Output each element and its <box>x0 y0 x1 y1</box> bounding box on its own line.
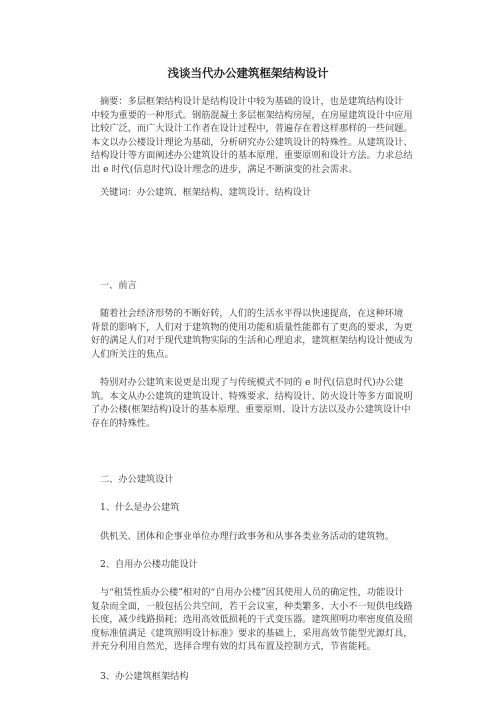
abstract-line: 比较广泛，而广大设计工作者在设计过程中，普遍存在着这样那样的一些问题。 <box>91 123 413 135</box>
keywords-line: 关键词：办公建筑、框架结构、建筑设计、结构设计 <box>100 187 312 198</box>
subsection-heading-function-design: 2、自用办公楼功能设计 <box>100 559 198 570</box>
paragraph-line: 特别对办公建筑来说更是出现了与传统模式不同的 e 时代(信息时代)办公建 <box>100 377 404 388</box>
paragraph-line: 好的满足人们对于现代建筑物实际的生活和心理追求，建筑框架结构设计便成为 <box>91 335 413 347</box>
subsection-text-definition: 供机关、团体和企事业单位办理行政事务和从事各类业务活动的建筑物。 <box>100 531 394 542</box>
function-design-paragraph <box>91 586 426 654</box>
section-heading-office-design: 二、办公建筑设计 <box>100 474 174 485</box>
abstract-line: 中较为重要的一种形式。钢筋混凝土多层框架结构房屋，在房屋建筑设计中应用 <box>91 109 413 121</box>
paragraph-line: 度标准值满足《建筑照明设计标准》要求的基础上，采用高效节能型光源灯具， <box>91 627 413 639</box>
section-heading-introduction: 一、前言 <box>100 280 137 291</box>
paragraph-line: 长度，减少线路损耗；选用高效低损耗的干式变压器。建筑照明功率密度值及照 <box>91 614 413 626</box>
paragraph-line: 人们所关注的焦点。 <box>91 348 174 360</box>
document-title: 浅谈当代办公建筑框架结构设计 <box>167 66 329 80</box>
paragraph-line: 了办公楼(框架结构)设计的基本原理、重要原则、设计方法以及办公建筑设计中 <box>91 404 411 416</box>
abstract-line: 出 e 时代(信息时代)设计理念的进步，满足不断演变的社会需求。 <box>91 163 358 175</box>
paragraph-line: 复杂而全面，一般包括公共空间，若干会议室，种类繁多、大小不一短供电线路 <box>91 600 413 612</box>
intro-paragraph-2 <box>91 376 426 430</box>
abstract-line: 本文以办公楼设计理论为基础，分析研究办公建筑设计的特殊性。从建筑设计、 <box>91 136 413 148</box>
paragraph-line: 并充分利用自然光，选择合理有效的灯具布置及控制方式，节省能耗。 <box>91 641 376 653</box>
abstract-paragraph <box>91 95 426 177</box>
paragraph-line: 背景的影响下，人们对于建筑物的使用功能和质量性能都有了更高的要求，为更 <box>91 321 413 333</box>
subsection-heading-what-is: 1、什么是办公建筑 <box>100 502 180 513</box>
paragraph-line: 随着社会经济形势的不断好转，人们的生活水平得以快速提高，在这种环境 <box>100 308 404 319</box>
paragraph-line: 与“租赁性质办公楼”相对的“自用办公楼”因其使用人员的确定性，功能设计 <box>100 587 404 598</box>
subsection-heading-frame-structure: 3、办公建筑框架结构 <box>100 671 189 682</box>
abstract-line: 结构设计等方面阐述办公建筑设计的基本原理、重要原则和设计方法。力求总结 <box>91 150 413 162</box>
abstract-line: 摘要：多层框架结构设计是结构设计中较为基础的设计，也是建筑结构设计 <box>100 96 404 107</box>
paragraph-line: 筑。本文从办公建筑的建筑设计、特殊要求、结构设计、防火设计等多方面说明 <box>91 390 413 402</box>
paragraph-line: 存在的特殊性。 <box>91 417 156 429</box>
intro-paragraph-1 <box>91 307 426 361</box>
